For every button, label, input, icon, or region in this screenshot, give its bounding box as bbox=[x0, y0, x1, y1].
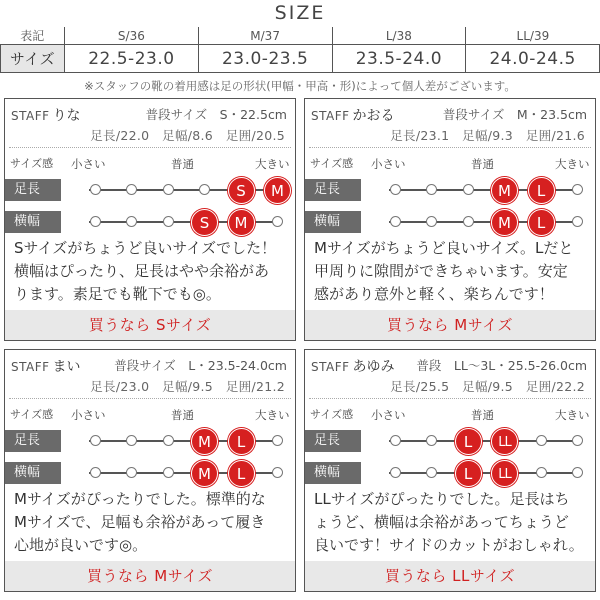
scale-dot bbox=[536, 467, 547, 478]
width-row-scale-line bbox=[389, 472, 577, 474]
size-table-header-cell: LL/39 bbox=[466, 27, 600, 45]
size-fit-marker: L bbox=[455, 428, 482, 455]
scale-dot bbox=[163, 435, 174, 446]
scale-dot bbox=[163, 184, 174, 195]
staff-card bbox=[4, 349, 296, 592]
scale-dot bbox=[390, 216, 401, 227]
staff-comment bbox=[314, 237, 589, 306]
size-table-cell: 22.5-23.0 bbox=[65, 45, 199, 73]
size-fit-marker: L bbox=[228, 428, 255, 455]
fit-scale-label: サイズ感 bbox=[310, 157, 354, 170]
foot-measurements: 足長/25.5 足幅/9.5 足囲/22.2 bbox=[390, 379, 585, 394]
length-row-tag: 足長 bbox=[305, 179, 361, 201]
recommended-size: 買うなら Sサイズ bbox=[5, 310, 295, 340]
scale-dot bbox=[463, 216, 474, 227]
fit-scale-label: サイズ感 bbox=[10, 408, 54, 421]
size-table-row-label: サイズ bbox=[1, 45, 65, 73]
scale-dot bbox=[163, 216, 174, 227]
fit-disclaimer-note: ※スタッフの靴の着用感は足の形状(甲幅・甲高・形)によって個人差がございます。 bbox=[84, 79, 516, 93]
size-table-cell: 23.0-23.5 bbox=[198, 45, 332, 73]
staff-comment bbox=[14, 488, 289, 557]
comment-line: 良いです！サイドのカットがおしゃれ。 bbox=[314, 536, 584, 554]
scale-dot bbox=[572, 467, 583, 478]
size-fit-marker: L bbox=[455, 460, 482, 487]
length-row-tag: 足長 bbox=[5, 430, 61, 452]
scale-small-label: 小さい bbox=[371, 408, 406, 422]
scale-dot bbox=[272, 467, 283, 478]
scale-dot bbox=[463, 184, 474, 195]
length-row-scale-line bbox=[389, 440, 577, 442]
fit-scale-label: サイズ感 bbox=[10, 157, 54, 170]
size-table-cell: 23.5-24.0 bbox=[332, 45, 466, 73]
scale-dot bbox=[390, 467, 401, 478]
scale-dot bbox=[126, 216, 137, 227]
dotted-divider bbox=[9, 398, 291, 399]
scale-dot bbox=[390, 435, 401, 446]
staff-header bbox=[11, 105, 287, 123]
staff-label: STAFF bbox=[11, 360, 50, 374]
foot-measurements: 足長/23.1 足幅/9.3 足囲/21.6 bbox=[390, 128, 585, 143]
size-fit-marker: M bbox=[191, 460, 218, 487]
scale-normal-label: 普通 bbox=[171, 157, 194, 171]
size-fit-marker: LL bbox=[491, 428, 518, 455]
comment-line: Mサイズがちょうど良いサイズ。Lだと bbox=[314, 239, 574, 257]
comment-line: 心地が良いです◎。 bbox=[14, 536, 148, 554]
scale-dot bbox=[426, 435, 437, 446]
usual-size: 普段サイズ L・23.5-24.0cm bbox=[114, 358, 287, 373]
staff-name: りな bbox=[52, 108, 81, 124]
comment-line: LLサイズがぴったりでした。足長はち bbox=[314, 490, 570, 508]
size-table-header-cell: M/37 bbox=[198, 27, 332, 45]
size-fit-marker: M bbox=[491, 209, 518, 236]
scale-large-label: 大きい bbox=[255, 157, 290, 171]
size-fit-marker: S bbox=[228, 177, 255, 204]
dotted-divider bbox=[309, 147, 591, 148]
usual-size: 普段サイズ S・22.5cm bbox=[145, 107, 287, 122]
size-table bbox=[0, 27, 600, 73]
scale-dot bbox=[390, 184, 401, 195]
comment-line: ります。素足でも靴下でも◎。 bbox=[14, 285, 221, 303]
usual-size: 普段 LL〜3L・25.5-26.0cm bbox=[416, 358, 587, 373]
recommended-size: 買うなら LLサイズ bbox=[305, 561, 595, 591]
comment-line: Sサイズがちょうど良いサイズでした！ bbox=[14, 239, 277, 257]
scale-dot bbox=[572, 435, 583, 446]
size-table-value-row bbox=[1, 45, 600, 73]
comment-line: Mサイズで、足幅も余裕があって履き bbox=[14, 513, 266, 531]
size-title: SIZE bbox=[274, 2, 326, 24]
size-fit-marker: M bbox=[228, 209, 255, 236]
staff-card bbox=[304, 98, 596, 341]
size-fit-marker: L bbox=[528, 177, 555, 204]
size-table-header-cell: S/36 bbox=[65, 27, 199, 45]
size-table-cell: 24.0-24.5 bbox=[466, 45, 600, 73]
recommended-size: 買うなら Mサイズ bbox=[5, 561, 295, 591]
size-table-header-cell: L/38 bbox=[332, 27, 466, 45]
staff-label: STAFF bbox=[311, 360, 350, 374]
size-fit-marker: M bbox=[191, 428, 218, 455]
size-fit-marker: L bbox=[528, 209, 555, 236]
staff-name: かおる bbox=[352, 108, 395, 124]
scale-dot bbox=[90, 184, 101, 195]
scale-normal-label: 普通 bbox=[471, 408, 494, 422]
comment-line: 甲周りに隙間ができちゃいます。安定 bbox=[314, 262, 568, 280]
comment-line: 感があり意外と軽く、楽ちんです！ bbox=[314, 285, 554, 303]
usual-size: 普段サイズ M・23.5cm bbox=[442, 107, 587, 122]
scale-dot bbox=[126, 184, 137, 195]
comment-line: Mサイズがぴったりでした。標準的な bbox=[14, 490, 266, 508]
width-row-tag: 横幅 bbox=[5, 211, 61, 233]
comment-line: 横幅はぴったり、足長はやや余裕があ bbox=[14, 262, 270, 280]
staff-header bbox=[11, 356, 287, 374]
scale-dot bbox=[199, 184, 210, 195]
scale-large-label: 大きい bbox=[555, 408, 590, 422]
scale-dot bbox=[426, 216, 437, 227]
scale-dot bbox=[90, 216, 101, 227]
staff-label: STAFF bbox=[11, 109, 50, 123]
scale-small-label: 小さい bbox=[71, 157, 106, 171]
scale-dot bbox=[272, 216, 283, 227]
staff-label: STAFF bbox=[311, 109, 350, 123]
width-row-tag: 横幅 bbox=[305, 211, 361, 233]
scale-small-label: 小さい bbox=[371, 157, 406, 171]
scale-dot bbox=[426, 467, 437, 478]
staff-header bbox=[311, 105, 587, 123]
foot-measurements: 足長/22.0 足幅/8.6 足囲/20.5 bbox=[90, 128, 285, 143]
comment-line: ょうど、横幅は余裕があってちょうど bbox=[314, 513, 569, 531]
size-table-header-cell: 表記 bbox=[1, 27, 65, 45]
staff-comment bbox=[14, 237, 289, 306]
length-row-tag: 足長 bbox=[5, 179, 61, 201]
dotted-divider bbox=[9, 147, 291, 148]
staff-card bbox=[304, 349, 596, 592]
scale-dot bbox=[90, 435, 101, 446]
size-fit-marker: M bbox=[264, 177, 291, 204]
scale-dot bbox=[536, 435, 547, 446]
scale-dot bbox=[90, 467, 101, 478]
width-row-tag: 横幅 bbox=[305, 462, 361, 484]
size-table-header-row bbox=[1, 27, 600, 45]
scale-dot bbox=[272, 435, 283, 446]
width-row-tag: 横幅 bbox=[5, 462, 61, 484]
staff-name: まい bbox=[52, 359, 81, 375]
recommended-size: 買うなら Mサイズ bbox=[305, 310, 595, 340]
scale-normal-label: 普通 bbox=[171, 408, 194, 422]
staff-name: あゆみ bbox=[352, 359, 395, 375]
dotted-divider bbox=[309, 398, 591, 399]
scale-large-label: 大きい bbox=[255, 408, 290, 422]
scale-normal-label: 普通 bbox=[471, 157, 494, 171]
scale-small-label: 小さい bbox=[71, 408, 106, 422]
scale-dot bbox=[163, 467, 174, 478]
size-fit-marker: M bbox=[491, 177, 518, 204]
staff-card bbox=[4, 98, 296, 341]
staff-comment bbox=[314, 488, 589, 557]
scale-dot bbox=[572, 184, 583, 195]
scale-dot bbox=[126, 467, 137, 478]
scale-dot bbox=[572, 216, 583, 227]
size-fit-marker: L bbox=[228, 460, 255, 487]
scale-large-label: 大きい bbox=[555, 157, 590, 171]
fit-scale-label: サイズ感 bbox=[310, 408, 354, 421]
scale-dot bbox=[126, 435, 137, 446]
length-row-tag: 足長 bbox=[305, 430, 361, 452]
staff-header bbox=[311, 356, 587, 374]
scale-dot bbox=[426, 184, 437, 195]
size-fit-marker: LL bbox=[491, 460, 518, 487]
foot-measurements: 足長/23.0 足幅/9.5 足囲/21.2 bbox=[90, 379, 285, 394]
size-fit-marker: S bbox=[191, 209, 218, 236]
